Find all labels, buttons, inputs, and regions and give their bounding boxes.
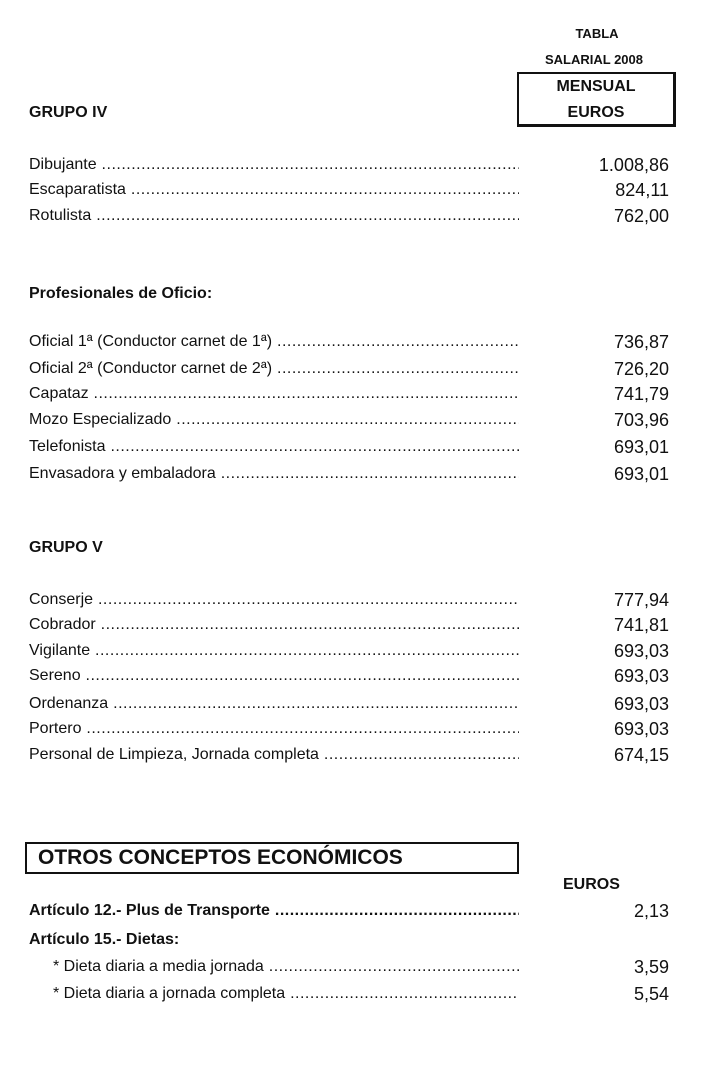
row-label: Vigilante ..... [29, 642, 519, 660]
row-label: Personal de Limpieza, Jornada completa ..... [29, 746, 519, 764]
header-euros: EUROS [567, 104, 625, 121]
row-label: Conserje ..... [29, 591, 519, 609]
table-row [29, 465, 669, 489]
grupo-v-title: GRUPO V [29, 539, 103, 556]
table-row [29, 385, 669, 409]
row-label: Oficial 2ª (Conductor carnet de 2ª) ..... [29, 360, 519, 378]
row-value: 703,96 [613, 410, 669, 430]
table-row [29, 642, 669, 666]
row-value: 3,59 [633, 957, 669, 977]
row-label: Mozo Especializado ..... [29, 411, 519, 429]
table-row [29, 207, 669, 231]
otros-euros-header: EUROS [563, 876, 620, 893]
row-value: 741,79 [613, 384, 669, 404]
profesionales-title: Profesionales de Oficio: [29, 285, 213, 302]
table-row [29, 411, 669, 435]
table-row [29, 591, 669, 615]
row-label: Artículo 12.- Plus de Transporte ..... [29, 902, 519, 920]
row-value: 693,01 [613, 464, 669, 484]
row-value: 693,03 [613, 719, 669, 739]
row-label: Envasadora y embaladora ..... [29, 465, 519, 483]
row-value: 726,20 [613, 359, 669, 379]
row-label: Cobrador ..... [29, 616, 519, 634]
row-value: 824,11 [615, 180, 669, 200]
table-row [29, 667, 669, 691]
row-label: Escaparatista ..... [29, 181, 519, 199]
table-row [29, 720, 669, 744]
row-value: 693,01 [613, 437, 669, 457]
table-row [29, 695, 669, 719]
table-row [29, 438, 669, 462]
table-row [29, 616, 669, 640]
table-row [29, 156, 669, 180]
dieta-row [29, 958, 669, 982]
table-row [29, 181, 669, 205]
table-row [29, 746, 669, 770]
dietas-title: Artículo 15.- Dietas: [29, 931, 180, 948]
row-value: 693,03 [613, 641, 669, 661]
row-value: 741,81 [613, 615, 669, 635]
transporte-row [29, 902, 669, 926]
table-row [29, 333, 669, 357]
header-salarial: SALARIAL 2008 [544, 52, 643, 67]
header-tabla: TABLA [575, 26, 619, 41]
row-value: 5,54 [633, 984, 669, 1004]
row-value: 1.008,86 [598, 155, 669, 175]
row-label: Rotulista ..... [29, 207, 519, 225]
row-label: * Dieta diaria a media jornada ..... [53, 958, 519, 976]
row-value: 762,00 [613, 206, 669, 226]
row-value: 674,15 [613, 745, 669, 765]
header-mensual: MENSUAL [556, 78, 636, 95]
row-label: Sereno ..... [29, 667, 519, 685]
row-value: 693,03 [613, 694, 669, 714]
row-value: 736,87 [613, 332, 669, 352]
otros-conceptos-title: OTROS CONCEPTOS ECONÓMICOS [25, 842, 519, 874]
row-label: Oficial 1ª (Conductor carnet de 1ª) ..... [29, 333, 519, 351]
row-label: Dibujante ..... [29, 156, 519, 174]
header-column-box [517, 72, 676, 127]
row-label: Portero ..... [29, 720, 519, 738]
row-label: Capataz ..... [29, 385, 519, 403]
row-label: Ordenanza ..... [29, 695, 519, 713]
grupo-iv-title: GRUPO IV [29, 104, 108, 121]
row-label: Telefonista ..... [29, 438, 519, 456]
dieta-row [29, 985, 669, 1009]
row-label: * Dieta diaria a jornada completa ..... [53, 985, 519, 1003]
row-value: 693,03 [613, 666, 669, 686]
row-value: 2,13 [633, 901, 669, 921]
table-row [29, 360, 669, 384]
row-value: 777,94 [613, 590, 669, 610]
